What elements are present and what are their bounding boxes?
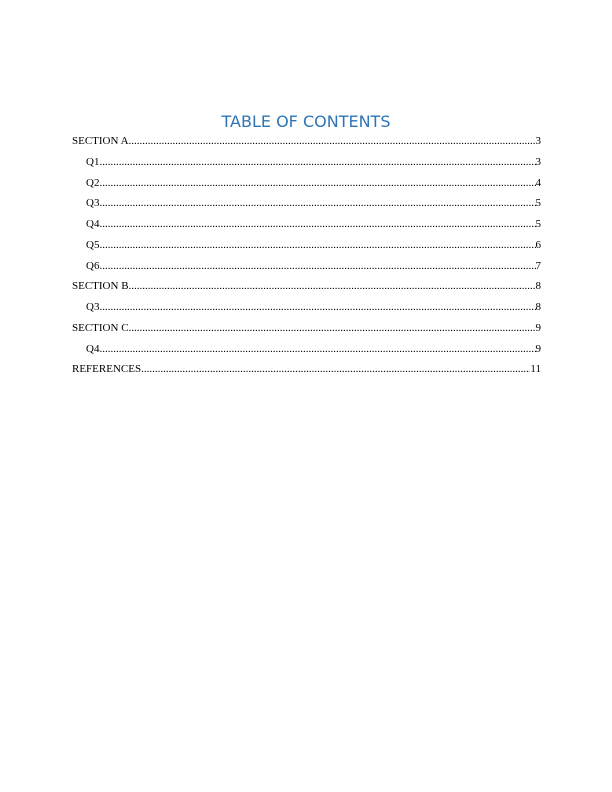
toc-entry-q5[interactable]: [72, 235, 541, 256]
toc-dot-leader: [141, 359, 530, 380]
toc-entry-section-c-q4[interactable]: [72, 339, 541, 360]
toc-entry-label: Q6: [86, 259, 100, 272]
toc-entry-label: Q4: [86, 218, 100, 230]
toc-entry-q3[interactable]: [72, 193, 541, 214]
toc-entry-section-a[interactable]: [72, 131, 541, 152]
toc-entry-page: 7: [535, 259, 541, 272]
toc-dot-leader: [99, 152, 535, 173]
toc-entry-page: 5: [535, 218, 541, 230]
toc-dot-leader: [99, 339, 535, 360]
toc-dot-leader: [129, 276, 536, 297]
toc-entry-page: 9: [535, 321, 541, 334]
toc-entry-section-b[interactable]: [72, 276, 541, 297]
toc-entry-label: SECTION A: [72, 135, 129, 147]
toc-dot-leader: [129, 318, 536, 339]
toc-entry-page: 9: [535, 342, 541, 355]
toc-entry-page: 4: [535, 176, 541, 189]
toc-entry-label: Q3: [86, 197, 100, 210]
toc-entry-page: 3: [535, 135, 541, 147]
toc-list: [72, 131, 541, 380]
toc-entry-page: 6: [535, 238, 541, 251]
toc-entry-section-b-q3[interactable]: [72, 297, 541, 318]
toc-entry-label: Q3: [86, 301, 100, 313]
toc-entry-q6[interactable]: [72, 256, 541, 277]
toc-entry-page: 11: [530, 363, 541, 376]
toc-entry-q4[interactable]: [72, 214, 541, 235]
toc-entry-label: Q4: [86, 342, 100, 355]
toc-entry-label: Q2: [86, 176, 100, 189]
toc-dot-leader: [99, 173, 535, 194]
toc-entry-label: SECTION C: [72, 321, 129, 334]
toc-dot-leader: [99, 214, 535, 235]
toc-dot-leader: [99, 297, 535, 318]
toc-entry-q2[interactable]: [72, 173, 541, 194]
toc-entry-label: REFERENCES: [72, 363, 142, 376]
toc-dot-leader: [99, 193, 535, 214]
toc-entry-label: Q5: [86, 238, 100, 251]
toc-dot-leader: [99, 256, 535, 277]
toc-dot-leader: [129, 131, 536, 152]
toc-dot-leader: [99, 235, 535, 256]
toc-entry-references[interactable]: [72, 359, 541, 380]
toc-entry-page: 8: [535, 301, 541, 313]
toc-entry-page: 3: [535, 155, 541, 168]
toc-entry-q1[interactable]: [72, 152, 541, 173]
toc-entry-page: 5: [535, 197, 541, 210]
toc-entry-label: SECTION B: [72, 280, 129, 293]
toc-entry-label: Q1: [86, 155, 100, 168]
toc-entry-page: 8: [535, 280, 541, 293]
toc-title: TABLE OF CONTENTS: [221, 112, 391, 131]
toc-entry-section-c[interactable]: [72, 318, 541, 339]
